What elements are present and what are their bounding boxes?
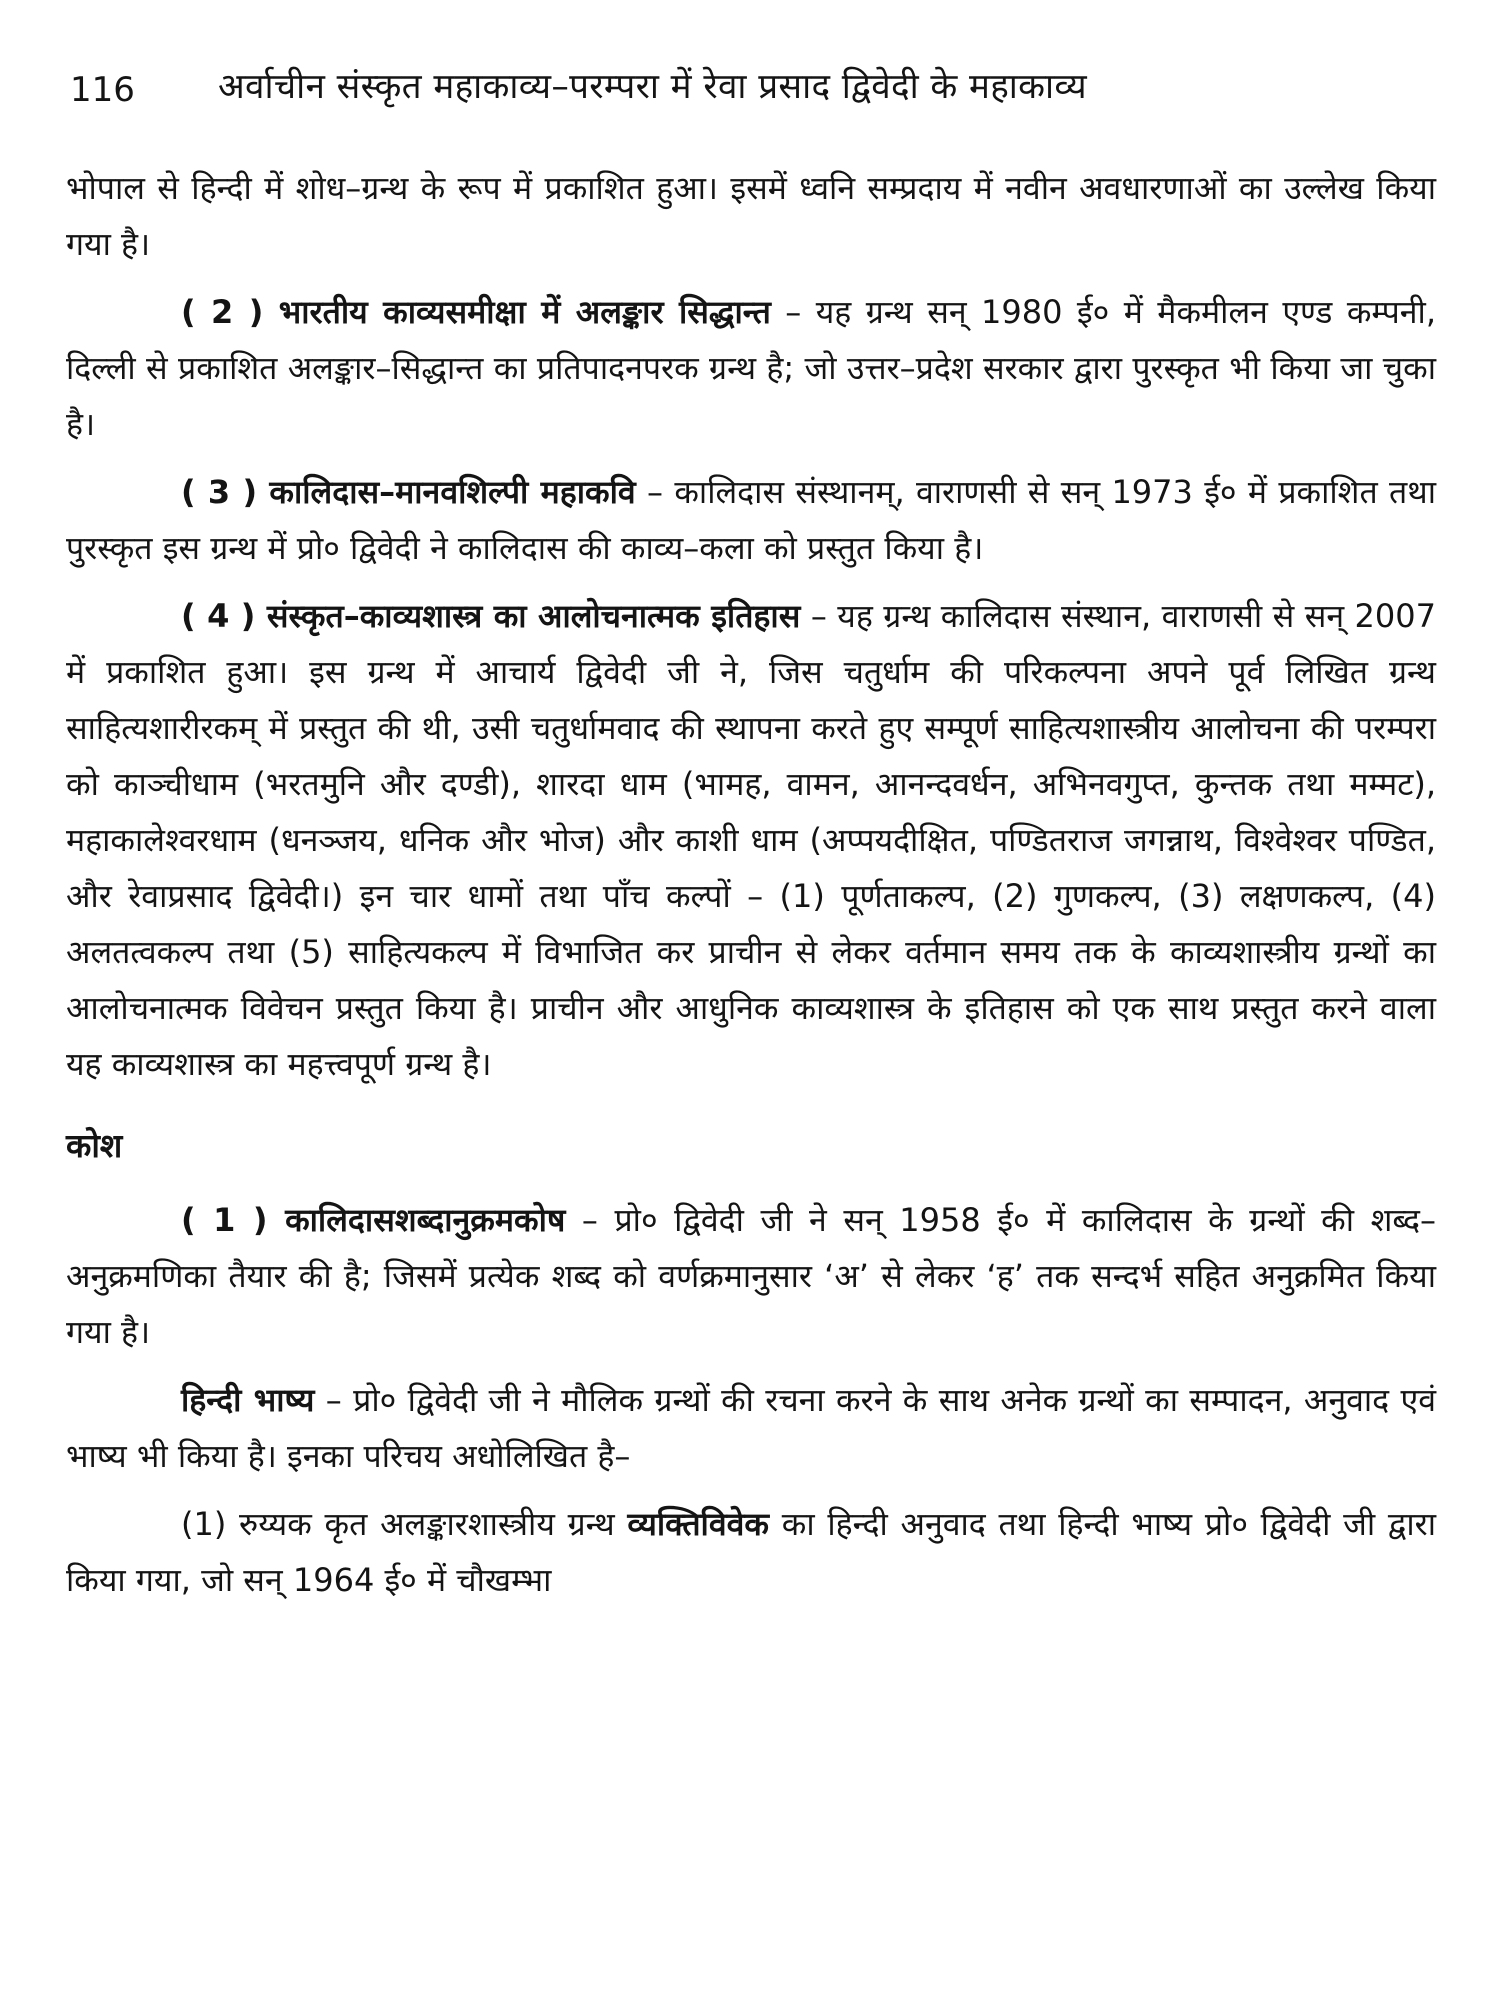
paragraph-text: – प्रो० द्विवेदी जी ने सन् 1958 ई० में कालिदास के ग्रन्थों की शब्द–अनुक्रमणिका तैयार की है; जिसमें प्रत्येक शब्द को वर्णक्रमानुसार ‘अ’ से लेकर ‘ह’ तक सन्दर्भ सहित अनुक्रमित किया गया है। — [66, 1201, 1436, 1351]
paragraph-vyaktiviveka — [66, 1496, 1436, 1608]
paragraph-continuation — [66, 160, 1436, 272]
paragraph-text: भोपाल से हिन्दी में शोध–ग्रन्थ के रूप में प्रकाशित हुआ। इसमें ध्वनि सम्प्रदाय में नवीन अवधारणाओं का उल्लेख किया गया है। — [66, 169, 1436, 263]
paragraph-text: – कालिदास संस्थानम्, वाराणसी से सन् 1973 ई० में प्रकाशित तथा पुरस्कृत इस ग्रन्थ में प्रो० द्विवेदी ने कालिदास की काव्य–कला को प्रस्तुत किया है। — [66, 473, 1436, 567]
paragraph-heading: ( 2 ) भारतीय काव्यसमीक्षा में अलङ्कार सिद्धान्त — [181, 293, 771, 331]
paragraph-heading: ( 3 ) कालिदास–मानवशिल्पी महाकवि — [181, 473, 636, 511]
paragraph-heading: ( 4 ) संस्कृत–काव्यशास्त्र का आलोचनात्मक इतिहास — [181, 597, 801, 635]
paragraph-text: – यह ग्रन्थ कालिदास संस्थान, वाराणसी से सन् 2007 में प्रकाशित हुआ। इस ग्रन्थ में आचार्य द्विवेदी जी ने, जिस चतुर्धाम की परिकल्पना अपने पूर्व लिखित ग्रन्थ साहित्यशारीरकम् में प्रस्तुत की थी, उसी चतुर्धामवाद की स्थापना करते हुए सम्पूर्ण साहित्यशास्त्रीय आलोचना की परम्परा को काञ्चीधाम (भरतमुनि और दण्डी), शारदा धाम (भामह, वामन, आनन्दवर्धन, अभिनवगुप्त, कुन्तक तथा मम्मट), महाकालेश्वरधाम (धनञ्जय, धनिक और भोज) और काशी धाम (अप्पयदीक्षित, पण्डितराज जगन्नाथ, विश्वेश्वर पण्डित, और रेवाप्रसाद द्विवेदी।) इन चार धामों तथा पाँच कल्पों – (1) पूर्णताकल्प, (2) गुणकल्प, (3) लक्षणकल्प, (4) अलतत्वकल्प तथा (5) साहित्यकल्प में विभाजित कर प्राचीन से लेकर वर्तमान समय तक के काव्यशास्त्रीय ग्रन्थों का आलोचनात्मक विवेचन प्रस्तुत किया है। प्राचीन और आधुनिक काव्यशास्त्र के इतिहास को एक साथ प्रस्तुत करने वाला यह काव्यशास्त्र का महत्त्वपूर्ण ग्रन्थ है। — [66, 597, 1436, 1083]
paragraph-text: (1) रुय्यक कृत अलङ्कारशास्त्रीय ग्रन्थ — [181, 1505, 628, 1543]
page-body — [66, 160, 1436, 1620]
paragraph-shabdanukram-kosh — [66, 1192, 1436, 1360]
paragraph-text: – यह ग्रन्थ सन् 1980 ई० में मैकमीलन एण्ड कम्पनी, दिल्ली से प्रकाशित अलङ्कार–सिद्धान्त का प्रतिपादनपरक ग्रन्थ है; जो उत्तर–प्रदेश सरकार द्वारा पुरस्कृत भी किया जा चुका है। — [66, 293, 1436, 443]
running-title: अर्वाचीन संस्कृत महाकाव्य–परम्परा में रेवा प्रसाद द्विवेदी के महाकाव्य — [218, 67, 1087, 107]
paragraph-alankar-siddhant — [66, 284, 1436, 452]
paragraph-text: का हिन्दी अनुवाद तथा हिन्दी भाष्य प्रो० द्विवेदी जी द्वारा किया गया, जो सन् 1964 ई० में चौखम्भा — [66, 1505, 1436, 1599]
page-number: 116 — [70, 70, 135, 110]
paragraph-kavyashastra-itihas — [66, 588, 1436, 1092]
paragraph-heading: हिन्दी भाष्य — [181, 1381, 315, 1419]
page-header — [70, 62, 1435, 122]
paragraph-heading: ( 1 ) कालिदासशब्दानुक्रमकोष — [181, 1201, 566, 1239]
paragraph-text: – प्रो० द्विवेदी जी ने मौलिक ग्रन्थों की रचना करने के साथ अनेक ग्रन्थों का सम्पादन, अनुवाद एवं भाष्य भी किया है। इनका परिचय अधोलिखित है– — [66, 1381, 1436, 1475]
book-title: व्यक्तिविवेक — [627, 1505, 770, 1543]
paragraph-hindi-bhashya — [66, 1372, 1436, 1484]
section-heading-kosh: कोश — [66, 1126, 123, 1165]
paragraph-kalidas-manavshilpi — [66, 464, 1436, 576]
